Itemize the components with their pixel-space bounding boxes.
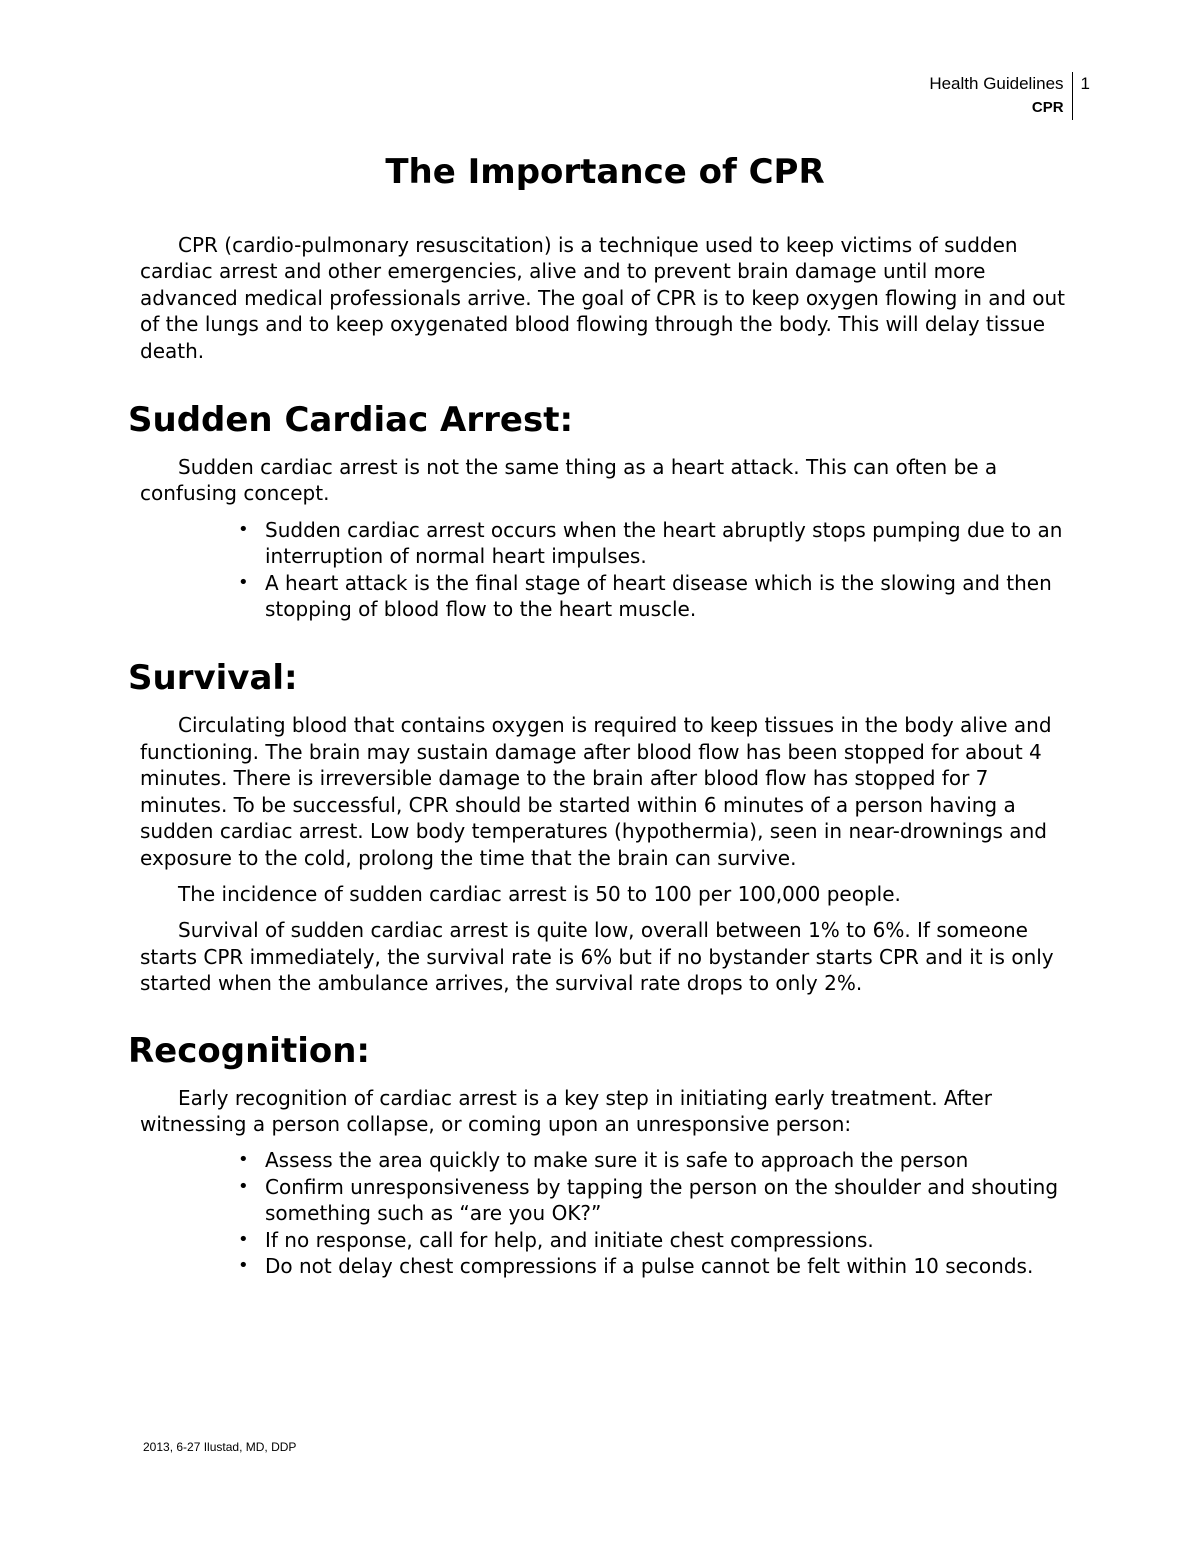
header-title: Health Guidelines	[929, 74, 1064, 93]
document-body	[128, 148, 1070, 1313]
bullet-list	[140, 517, 1070, 623]
section-paragraph: The incidence of sudden cardiac arrest is 50 to 100 per 100,000 people.	[178, 881, 901, 906]
page-number: 1	[1080, 74, 1090, 93]
list-item: • A heart attack is the final stage of heart disease which is the slowing and then stopping of blood flow to the heart muscle.	[265, 570, 1070, 623]
section-paragraph: Survival of sudden cardiac arrest is quite low, overall between 1% to 6%. If someone starts CPR immediately, the survival rate is 6% but if no bystander starts CPR and it is only started when the ambulance arrives, the survival rate drops to only 2%.	[140, 918, 1054, 996]
section-paragraph: Circulating blood that contains oxygen is required to keep tissues in the body alive and functioning. The brain may sustain damage after blood flow has been stopped for about 4 minutes. There is irreversible damage to the brain after blood flow has stopped for 7 minutes. To be successful, CPR should be started within 6 minutes of a person having a sudden cardiac arrest. Low body temperatures (hypothermia), seen in near-drownings and exposure to the cold, prolong the time that the brain can survive.	[140, 713, 1052, 870]
page-footer: 2013, 6-27 Ilustad, MD, DDP	[143, 1440, 297, 1454]
list-item: • Assess the area quickly to make sure it is safe to approach the person	[265, 1147, 1070, 1173]
bullet-list	[140, 1147, 1070, 1279]
header-subtitle: CPR	[1031, 99, 1064, 116]
intro-paragraph: CPR (cardio-pulmonary resuscitation) is a technique used to keep victims of sudden cardiac arrest and other emergencies, alive and to prevent brain damage until more advanced medical professionals arrive. The goal of CPR is to keep oxygen flowing in and out of the lungs and to keep oxygenated blood flowing through the body. This will delay tissue death.	[140, 233, 1065, 363]
section-heading: Recognition:	[128, 1030, 371, 1071]
list-item: • If no response, call for help, and initiate chest compressions.	[265, 1227, 1070, 1253]
list-item: • Sudden cardiac arrest occurs when the heart abruptly stops pumping due to an interruption of normal heart impulses.	[265, 517, 1070, 570]
list-item: • Confirm unresponsiveness by tapping the person on the shoulder and shouting something such as “are you OK?”	[265, 1174, 1070, 1227]
section-sudden-cardiac-arrest	[128, 398, 1070, 622]
section-heading: Survival:	[128, 658, 298, 699]
header-text-block	[929, 72, 1072, 120]
section-paragraph: Early recognition of cardiac arrest is a key step in initiating early treatment. After witnessing a person collapse, or coming upon an unresponsive person:	[140, 1085, 992, 1136]
list-item: • Do not delay chest compressions if a pulse cannot be felt within 10 seconds.	[265, 1253, 1070, 1279]
section-paragraph: Sudden cardiac arrest is not the same thing as a heart attack. This can often be a confusing concept.	[140, 455, 998, 506]
section-recognition	[128, 1029, 1070, 1280]
page-header	[929, 72, 1090, 120]
section-heading: Sudden Cardiac Arrest:	[128, 400, 574, 441]
section-survival	[128, 656, 1070, 996]
document-title: The Importance of CPR	[385, 152, 825, 192]
